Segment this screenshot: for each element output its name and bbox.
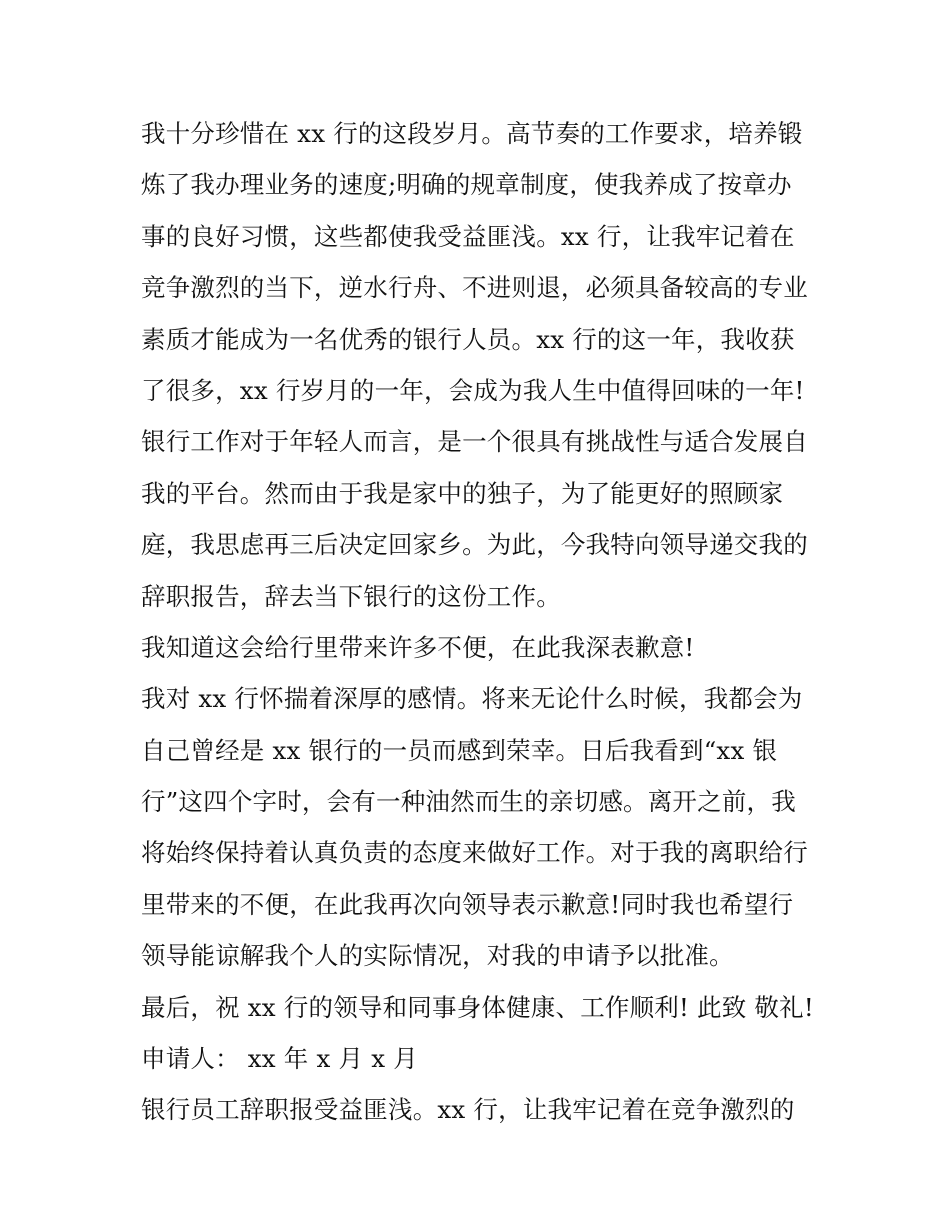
text-line: 银行员工辞职报受益匪浅。xx 行，让我牢记着在竞争激烈的 (141, 1095, 795, 1125)
text-line: 我知道这会给行里带来许多不便，在此我深表歉意! (141, 632, 695, 662)
text-line: 里带来的不便，在此我再次向领导表示歉意!同时我也希望行 (141, 889, 794, 919)
text-line: 最后，祝 xx 行的领导和同事身体健康、工作顺利! 此致 敬礼! (141, 992, 814, 1022)
text-line: 银行工作对于年轻人而言，是一个很具有挑战性与适合发展自 (141, 427, 808, 457)
text-line: 我十分珍惜在 xx 行的这段岁月。高节奏的工作要求，培养锻 (141, 119, 803, 148)
text-line: 竞争激烈的当下，逆水行舟、不进则退，必须具备较高的专业 (141, 273, 808, 303)
text-line: 我的平台。然而由于我是家中的独子，为了能更好的照顾家 (141, 478, 784, 508)
text-line: 了很多，xx 行岁月的一年，会成为我人生中值得回味的一年! (141, 375, 805, 405)
text-line: 庭，我思虑再三后决定回家乡。为此，今我特向领导递交我的 (141, 530, 808, 560)
text-line: 行”这四个字时，会有一种油然而生的亲切感。离开之前，我 (141, 787, 796, 817)
text-line: 我对 xx 行怀揣着深厚的感情。将来无论什么时候，我都会为 (141, 684, 803, 714)
text-line: 辞职报告，辞去当下银行的这份工作。 (141, 581, 561, 611)
text-line: 事的良好习惯，这些都使我受益匪浅。xx 行，让我牢记着在 (141, 221, 795, 251)
document-body (141, 108, 831, 1136)
text-line: 自己曾经是 xx 银行的一员而感到荣幸。日后我看到“xx 银 (141, 735, 778, 765)
text-line: 素质才能成为一名优秀的银行人员。xx 行的这一年，我收获 (141, 324, 795, 354)
signature-line: 申请人： xx 年 x 月 x 月 (141, 1044, 418, 1074)
text-line: 将始终保持着认真负责的态度来做好工作。对于我的离职给行 (141, 838, 808, 868)
text-line: 炼了我办理业务的速度;明确的规章制度，使我养成了按章办 (141, 170, 792, 200)
text-line: 领导能谅解我个人的实际情况，对我的申请予以批准。 (141, 941, 734, 971)
